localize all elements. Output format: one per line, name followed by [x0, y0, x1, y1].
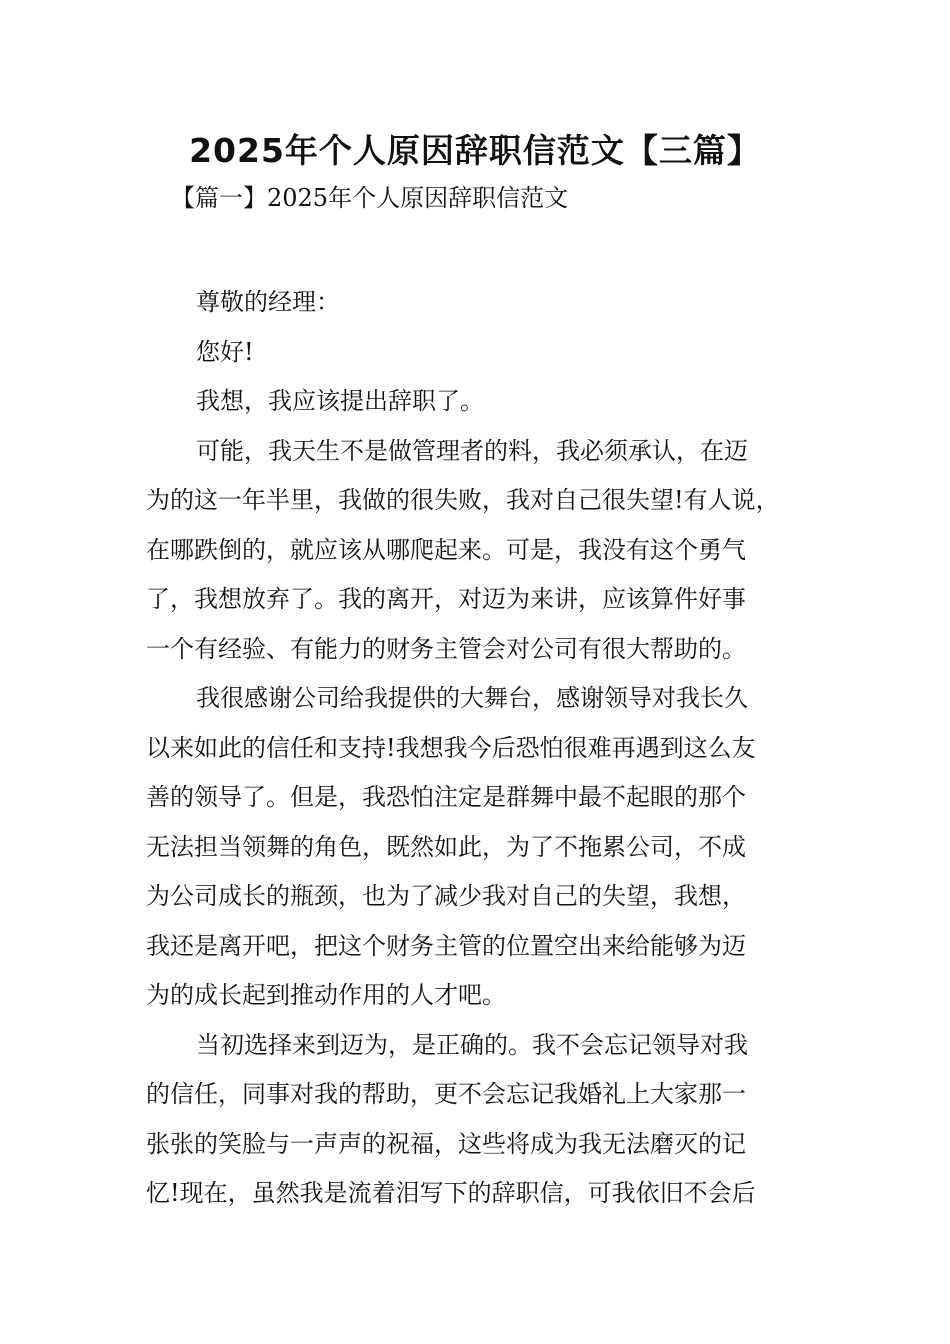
text-line: 为公司成长的瓶颈，也为了减少我对自己的失望，我想，	[146, 882, 746, 910]
text-line: 以来如此的信任和支持!我想我今后恐怕很难再遇到这么友	[146, 733, 756, 762]
document-title: 2025年个人原因辞职信范文【三篇】	[189, 131, 761, 170]
text-line: 尊敬的经理：	[196, 288, 340, 316]
text-line: 无法担当领舞的角色，既然如此，为了不拖累公司，不成	[146, 832, 746, 861]
text-line: 当初选择来到迈为，是正确的。我不会忘记领导对我	[196, 1030, 748, 1059]
text-line: 可能，我天生不是做管理者的料，我必须承认，在迈	[196, 436, 748, 465]
text-line: 善的领导了。但是，我恐怕注定是群舞中最不起眼的那个	[146, 783, 746, 811]
text-line: 我想，我应该提出辞职了。	[196, 387, 484, 415]
text-line: 张张的笑脸与一声声的祝福，这些将成为我无法磨灭的记	[146, 1129, 746, 1158]
text-line: 了，我想放弃了。我的离开，对迈为来讲，应该算件好事	[146, 585, 746, 613]
text-line: 我还是离开吧，把这个财务主管的位置空出来给能够为迈	[146, 931, 746, 960]
text-line: 为的成长起到推动作用的人才吧。	[146, 981, 506, 1009]
letter-body	[146, 278, 826, 1219]
text-line: 一个有经验、有能力的财务主管会对公司有很大帮助的。	[146, 634, 746, 663]
text-line: 为的这一年半里，我做的很失败，我对自己很失望!有人说，	[146, 486, 780, 514]
text-line: 在哪跌倒的，就应该从哪爬起来。可是，我没有这个勇气	[146, 535, 746, 564]
section-heading: 【篇一】2025年个人原因辞职信范文	[171, 184, 569, 212]
text-line: 我很感谢公司给我提供的大舞台，感谢领导对我长久	[196, 684, 748, 712]
text-line: 的信任，同事对我的帮助，更不会忘记我婚礼上大家那一	[146, 1080, 746, 1108]
text-line: 您好!	[196, 337, 254, 366]
text-line: 忆!现在，虽然我是流着泪写下的辞职信，可我依旧不会后	[146, 1179, 756, 1207]
